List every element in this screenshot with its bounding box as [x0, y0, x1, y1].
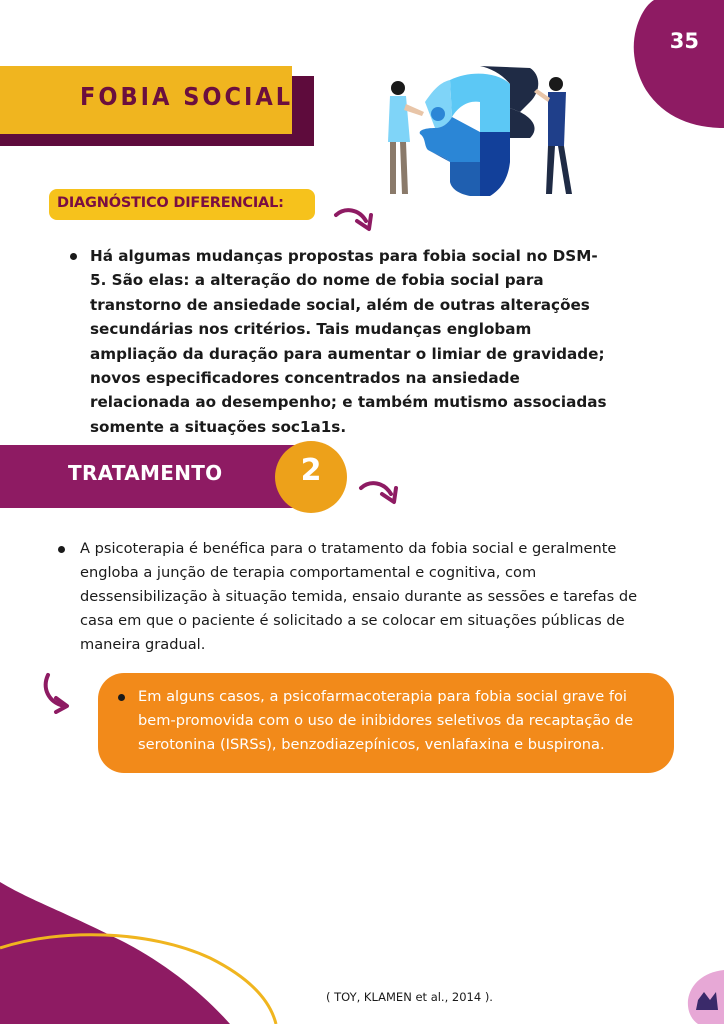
tratamento-text: A psicoterapia é benéfica para o tratamento da fobia social e geralmente engloba a junção de terapia comportamental e cognitiva, com dessensibilização à situação temida, ensaio durante as sessões e tarefas de casa em que o paciente é solicitado a se colocar em situações públicas de maneira gradual.: [80, 540, 638, 653]
highlight-list: [118, 685, 666, 757]
bullet-dot: [58, 546, 65, 553]
page-number: 35: [669, 29, 699, 53]
tratamento-list: [58, 537, 658, 657]
curved-arrow-icon: [333, 205, 375, 233]
corner-blob-top: [624, 0, 724, 128]
diagnostico-text: Há algumas mudanças propostas para fobia social no DSM-5. São elas: a alteração do nome de fobia social para transtorno de ansiedade social, além de outras alterações secundárias nos critérios. Tais mudanças englobam ampliação da duração para aumentar o limiar de gravidade; novos especificadores concentrados na ansiedade relacionada ao desempenho; e também mutismo associadas somente a situações soc1a1s.: [90, 247, 607, 436]
list-item: [70, 244, 610, 439]
page-title: FOBIA SOCIAL: [80, 82, 294, 111]
head-puzzle-illustration: [380, 62, 585, 202]
curved-arrow-icon: [40, 672, 72, 714]
diagnostico-label: DIAGNÓSTICO DIFERENCIAL:: [57, 195, 284, 211]
list-item: [118, 685, 666, 757]
logo-icon: [684, 970, 724, 1024]
diagnostico-list: [70, 244, 610, 439]
list-item: [58, 537, 658, 657]
section-number: 2: [300, 453, 322, 488]
highlight-text: Em alguns casos, a psicofarmacoterapia para fobia social grave foi bem-promovida com o uso de inibidores seletivos da recaptação de serotonina (ISRSs), benzodiazepínicos, venlafaxina e buspirona.: [138, 688, 634, 753]
bullet-dot: [118, 694, 125, 701]
tratamento-label: TRATAMENTO: [68, 461, 223, 485]
curved-arrow-icon: [358, 478, 400, 506]
bullet-dot: [70, 253, 77, 260]
corner-blob-bottom: [0, 870, 290, 1024]
reference: ( TOY, KLAMEN et al., 2014 ).: [326, 990, 493, 1004]
